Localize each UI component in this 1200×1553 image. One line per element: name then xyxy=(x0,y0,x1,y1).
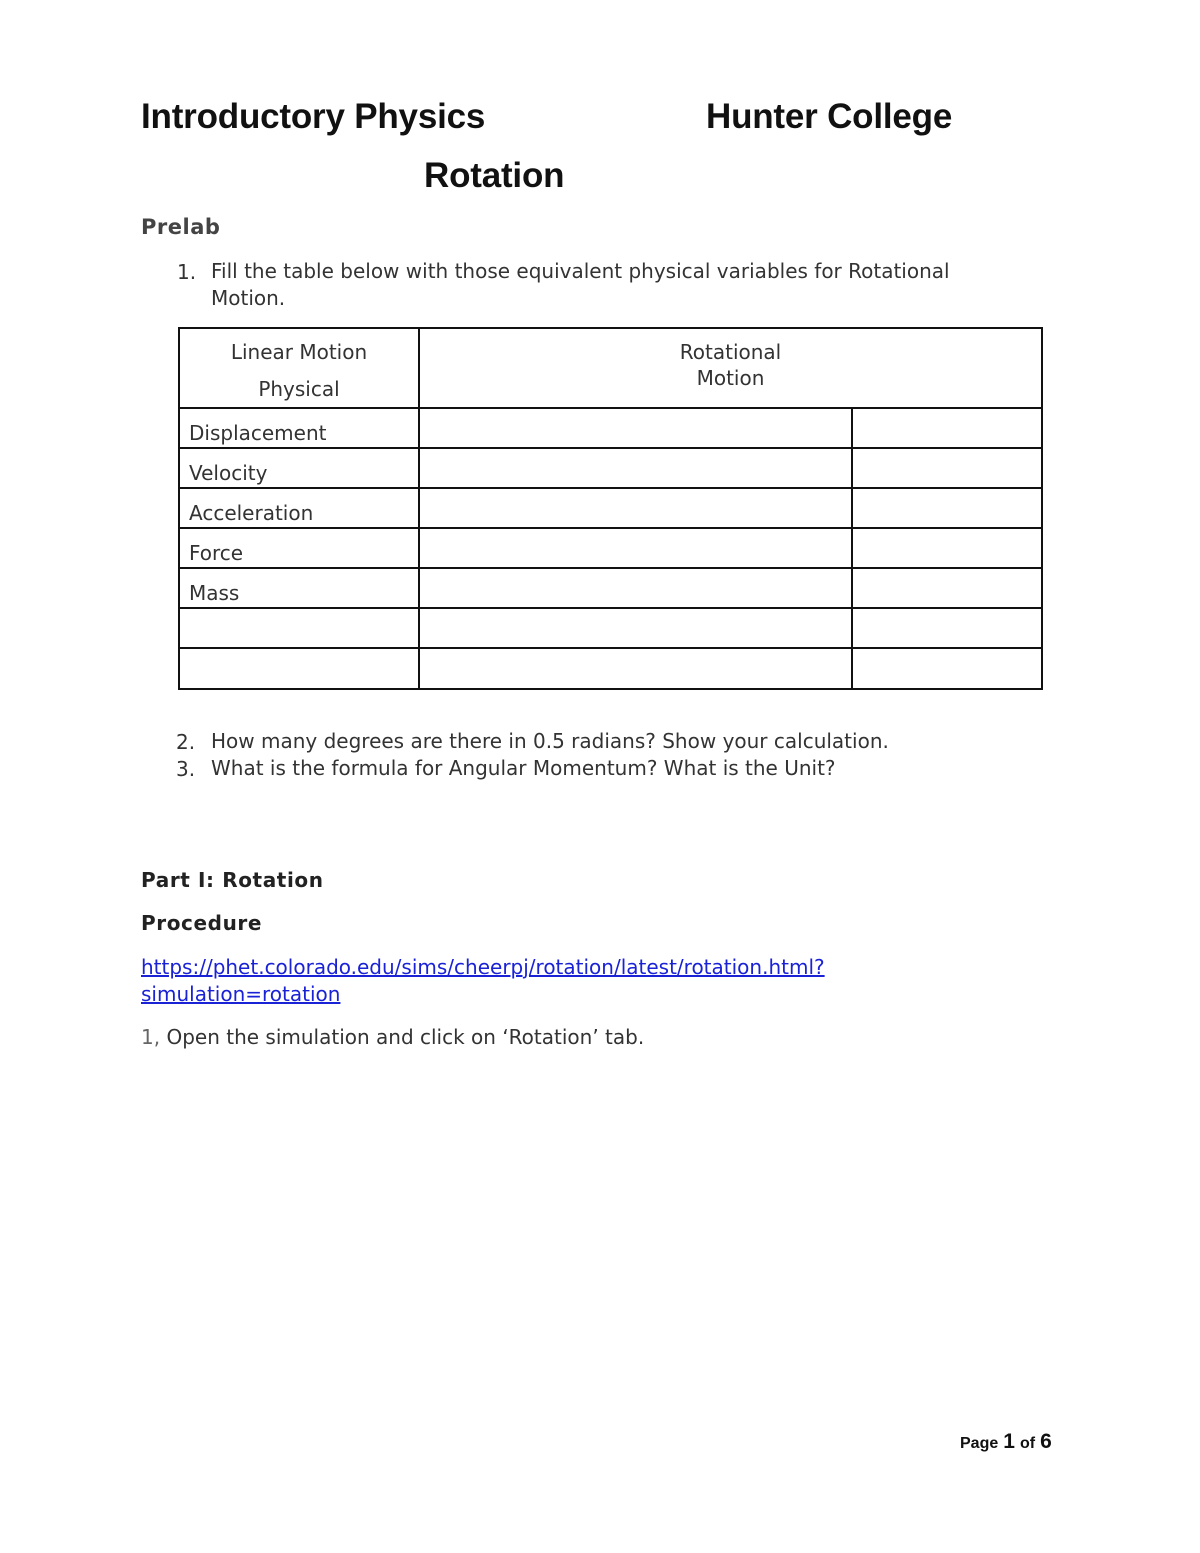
of-word: of xyxy=(1019,1435,1036,1452)
row-label: Force xyxy=(179,528,419,568)
table-row xyxy=(179,408,1042,448)
table-row xyxy=(179,648,1042,689)
answer-cell[interactable] xyxy=(419,408,852,448)
row-label: Displacement xyxy=(179,408,419,448)
question-2-text: How many degrees are there in 0.5 radians? Show your calculation. xyxy=(211,729,889,753)
step-1-number: 1, xyxy=(141,1025,161,1049)
unit-cell[interactable] xyxy=(852,608,1042,648)
header-rotational-line-1: Rotational xyxy=(679,340,782,364)
page-total: 6 xyxy=(1040,1430,1052,1453)
simulation-link-line-2[interactable]: simulation=rotation xyxy=(141,982,341,1006)
header-linear-motion xyxy=(179,328,419,408)
unit-cell[interactable] xyxy=(852,528,1042,568)
row-label: Acceleration xyxy=(179,488,419,528)
answer-cell[interactable] xyxy=(419,648,852,689)
variables-table xyxy=(178,327,1043,690)
page-title: Rotation xyxy=(424,156,565,195)
answer-cell[interactable] xyxy=(419,568,852,608)
header-rotational-line-2: Motion xyxy=(696,366,765,390)
page-word: Page xyxy=(960,1435,999,1452)
step-1 xyxy=(141,1025,644,1049)
unit-cell[interactable] xyxy=(852,408,1042,448)
prelab-heading: Prelab xyxy=(141,215,221,239)
row-label[interactable] xyxy=(179,648,419,689)
unit-cell[interactable] xyxy=(852,648,1042,689)
table-row xyxy=(179,488,1042,528)
question-1-line-2: Motion. xyxy=(211,286,286,310)
part-1-heading: Part I: Rotation xyxy=(141,868,324,892)
table-header-row xyxy=(179,328,1042,408)
table-row xyxy=(179,608,1042,648)
answer-cell[interactable] xyxy=(419,448,852,488)
unit-cell[interactable] xyxy=(852,568,1042,608)
page-number xyxy=(960,1430,1052,1454)
question-3-text: What is the formula for Angular Momentum? What is the Unit? xyxy=(211,756,836,780)
college-name: Hunter College xyxy=(706,97,953,136)
course-title: Introductory Physics xyxy=(141,97,486,136)
question-1-number: 1. xyxy=(177,260,197,284)
row-label: Mass xyxy=(179,568,419,608)
question-1-text xyxy=(211,258,950,312)
procedure-heading: Procedure xyxy=(141,911,263,935)
answer-cell[interactable] xyxy=(419,488,852,528)
question-3-number: 3. xyxy=(176,757,196,781)
question-1-line-1: Fill the table below with those equivalent physical variables for Rotational xyxy=(211,259,950,283)
unit-cell[interactable] xyxy=(852,448,1042,488)
step-1-text: Open the simulation and click on ‘Rotation’ tab. xyxy=(160,1025,645,1049)
table-row xyxy=(179,568,1042,608)
question-2-number: 2. xyxy=(176,730,196,754)
table-row xyxy=(179,448,1042,488)
simulation-link[interactable] xyxy=(141,954,825,1008)
row-label[interactable] xyxy=(179,608,419,648)
row-label: Velocity xyxy=(179,448,419,488)
unit-cell[interactable] xyxy=(852,488,1042,528)
header-linear-line-1: Linear Motion xyxy=(230,340,368,364)
simulation-link-line-1[interactable]: https://phet.colorado.edu/sims/cheerpj/rotation/latest/rotation.html? xyxy=(141,955,825,979)
header-linear-line-2: Physical xyxy=(258,377,340,401)
table-row xyxy=(179,528,1042,568)
header-rotational-motion xyxy=(419,328,1042,408)
answer-cell[interactable] xyxy=(419,528,852,568)
answer-cell[interactable] xyxy=(419,608,852,648)
page-current: 1 xyxy=(1003,1430,1015,1453)
